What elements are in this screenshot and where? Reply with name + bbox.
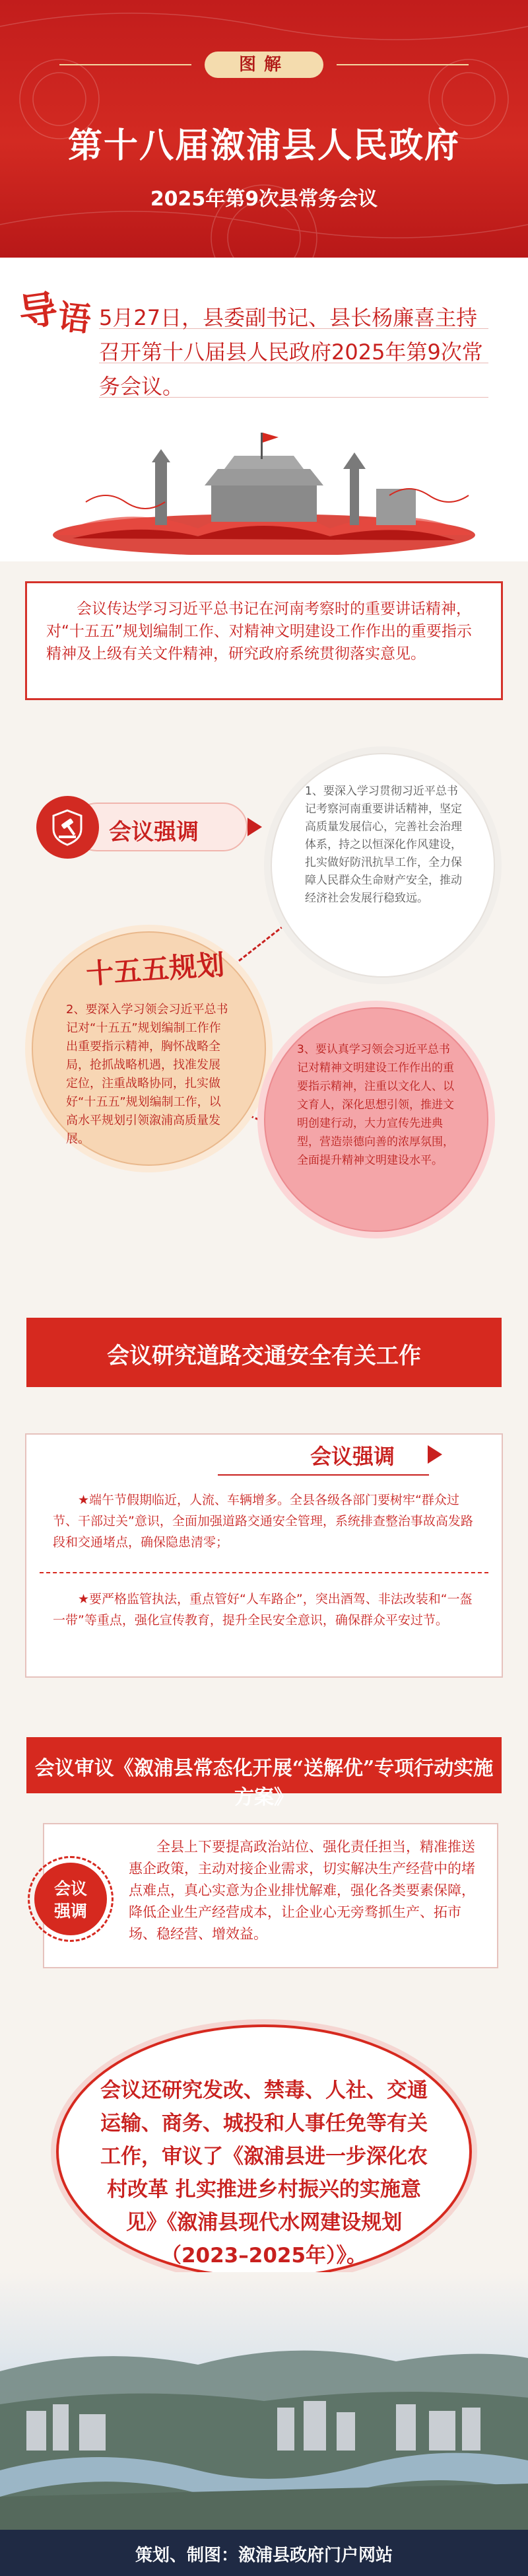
point-text-1: 1、要深入学习贯彻习近平总书记考察河南重要讲话精神，坚定高质量发展信心，完善社会治理体系，持之以恒深化作风建设，扎实做好防汛抗旱工作，全力保障人民群众生命财产安全，推动经济社会发展行稳致远。 bbox=[305, 785, 462, 905]
road-paragraph-1: ★端午节假期临近，人流、车辆增多。全县各级各部门要树牢“群众过节、干部过关”意识，全面加强道路交通安全管理，系统排查整治事故高发路段和交通堵点，确保隐患清零； bbox=[53, 1493, 473, 1550]
daoyu-logo bbox=[16, 280, 98, 340]
emphasis-label: 会议强调 bbox=[109, 819, 199, 845]
plan-text: 全县上下要提高政治站位、强化责任担当，精准推送惠企政策，主动对接企业需求，切实解决生产经营中的堵点难点，真心实意为企业排忧解难，强化各类要素保障，降低企业生产经营成本，让企业心无旁骛抓生产、拓市场、稳经营、增效益。 bbox=[129, 1839, 475, 1942]
daoyu-char-2: 语 bbox=[55, 297, 93, 340]
road-safety-box bbox=[25, 1433, 503, 1678]
road-paragraph-2: ★要严格监管执法，重点管好“人车路企”，突出酒驾、非法改装和“一盔一带”等重点，强化宣传教育，提升全民安全意识，确保群众平安过节。 bbox=[53, 1592, 473, 1628]
gavel-icon bbox=[36, 796, 99, 859]
county-panorama-image bbox=[0, 2272, 528, 2530]
tag-line-right bbox=[337, 64, 469, 65]
intro-text: 5月27日，县委副书记、县长杨廉喜主持召开第十八届县人民政府2025年第9次常务会议。 bbox=[99, 305, 483, 399]
summary-text: 会议传达学习习近平总书记在河南考察时的重要讲话精神，对“十五五”规划编制工作、对精神文明建设工作作出的重要指示精神及上级有关文件精神，研究政府系统贯彻落实意见。 bbox=[46, 600, 472, 662]
triangle-arrow-icon bbox=[428, 1445, 442, 1464]
tag-label: 图解 bbox=[205, 52, 323, 78]
dashed-divider bbox=[40, 1572, 488, 1573]
header-tag bbox=[0, 52, 528, 78]
emphasis-underline bbox=[218, 1474, 429, 1476]
footer-credit: 策划、制图：溆浦县政府门户网站 bbox=[135, 2546, 393, 2565]
point-text-2: 2、要深入学习领会习近平总书记对“十五五”规划编制工作作出重要指示精神，胸怀战略全局，抢抓战略机遇，找准发展定位，注重战略协同，扎实做好“十五五”规划编制工作，以高水平规划引领溆浦高质量发展。 bbox=[66, 1003, 228, 1146]
closing-text: 会议还研究发改、禁毒、人社、交通运输、商务、城投和人事任免等有关工作，审议了《溆浦县进一步深化农村改革 扎实推进乡村振兴的实施意见》《溆浦县现代水网建设规划（2023–2025年）》。 bbox=[100, 2079, 428, 2268]
shiwuwu-logo: 十五五规划 bbox=[84, 948, 226, 991]
tag-line-left bbox=[59, 64, 191, 65]
point-text-3: 3、要认真学习领会习近平总书记对精神文明建设工作作出的重要指示精神，注重以文化人、以文育人，深化思想引领，推进文明创建行动，大力宣传先进典型，营造崇德向善的浓厚氛围，全面提升精神文明建设水平。 bbox=[297, 1043, 454, 1167]
landmark-illustration bbox=[46, 423, 482, 555]
triangle-arrow-icon bbox=[248, 818, 262, 836]
page-subtitle: 2025年第9次县常务会议 bbox=[150, 188, 378, 211]
road-emphasis-label: 会议强调 bbox=[310, 1444, 395, 1469]
daoyu-char-1: 导 bbox=[16, 286, 61, 336]
road-safety-title: 会议研究道路交通安全有关工作 bbox=[107, 1343, 421, 1369]
plan-title: 会议审议《溆浦县常态化开展“送解优”专项行动实施方案》 bbox=[34, 1757, 494, 1809]
page-title: 第十八届溆浦县人民政府 bbox=[67, 126, 460, 166]
plan-badge-text: 会议强调 bbox=[53, 1879, 87, 1921]
